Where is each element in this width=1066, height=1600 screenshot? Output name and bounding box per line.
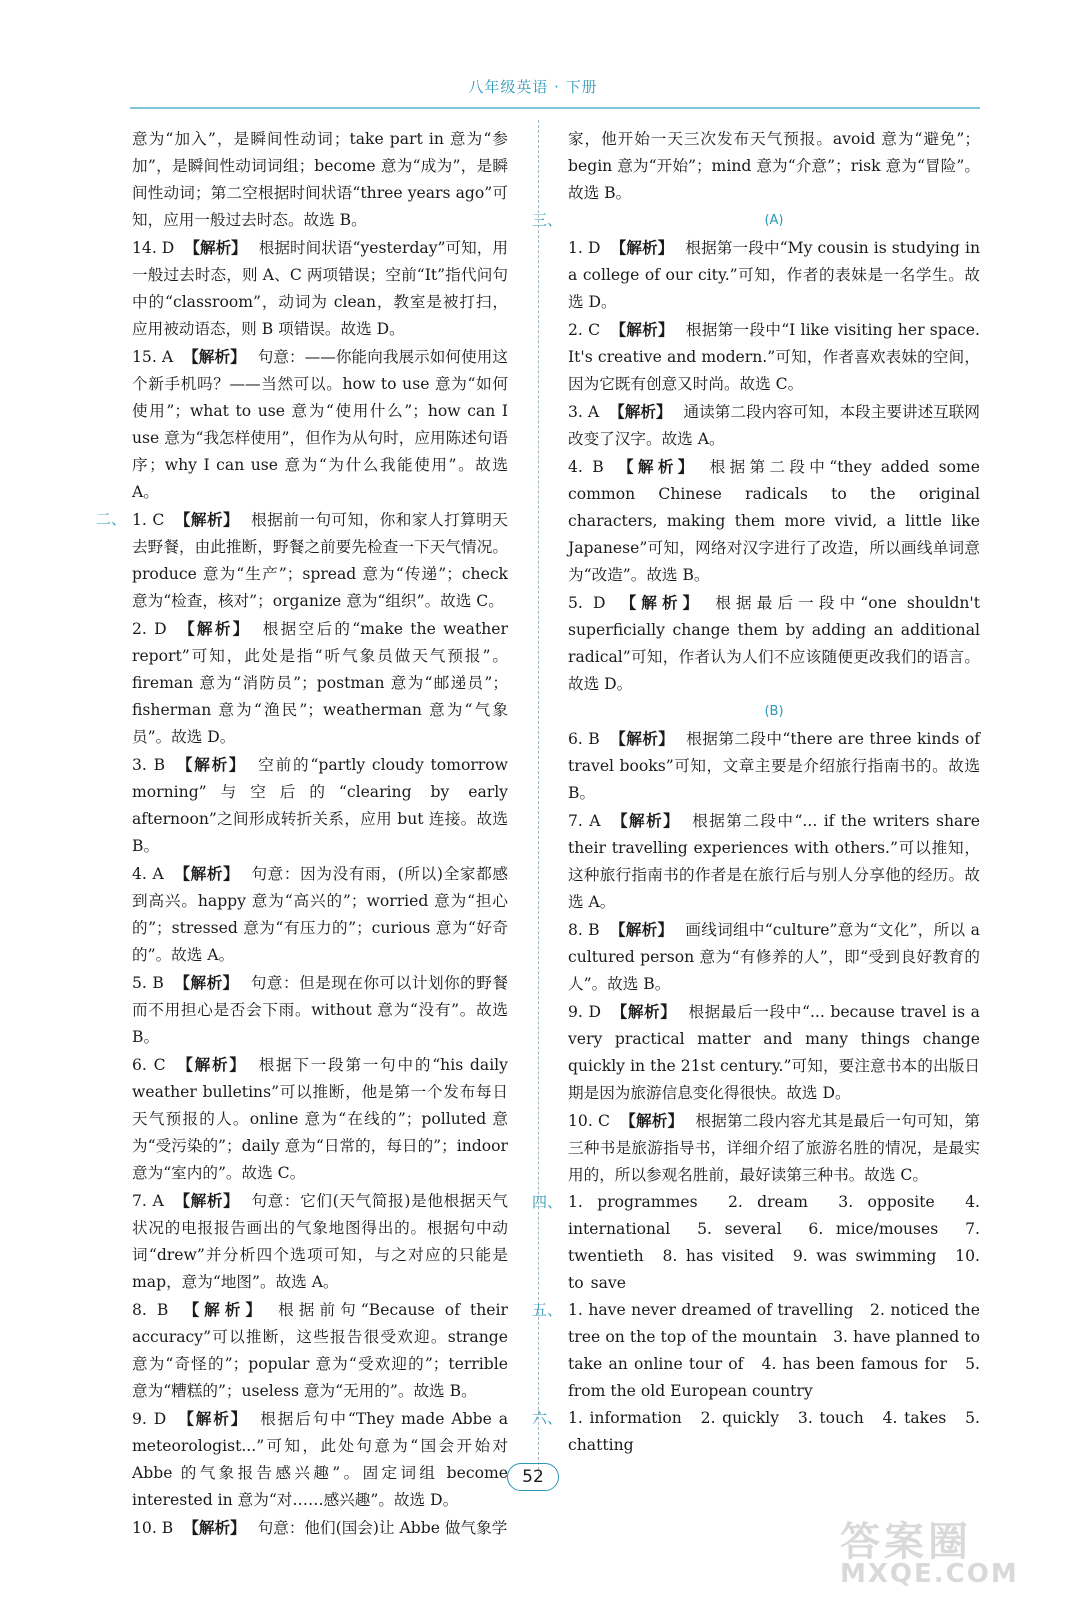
answer-item (132, 1051, 508, 1187)
answer-number: 1. (568, 239, 583, 257)
answer-number: 6. (568, 730, 583, 748)
analysis-text: 根据第二段中“... if the writers share their travelling experiences with others.”可以推知，这种旅行指南书的作者是在旅行后与别人分享他的经历。故选 A。 (568, 812, 980, 911)
answer-choice: A (161, 348, 174, 366)
answer-choice: B (156, 1301, 169, 1319)
answer-number: 6. (132, 1056, 147, 1074)
analysis-text: 根据前一句可知，你和家人打算明天去野餐，由此推断，野餐之前要先检查一下天气情况。produce 意为“生产”；spread 意为“传递”；check 意为“检查，核对”；organize 意为“组织”。故选 C。 (132, 511, 508, 610)
section-5-answers: 1. have never dreamed of travelling 2. noticed the tree on the top of the mountain 3. have planned to take an online tour of 4. has been famous for 5. from the old European country (568, 1301, 980, 1400)
answer-item (568, 316, 980, 398)
analysis-tag: 【解析】 (174, 510, 240, 529)
answer-number: 15. (132, 348, 157, 366)
analysis-text: 根据最后一段中“one shouldn't superficially change them by adding an additional radical”可知，作者认为人们不应该随便更改我们的语言。故选 D。 (568, 594, 980, 693)
answer-number: 4. (132, 865, 147, 883)
analysis-tag: 【解析】 (610, 238, 674, 257)
answer-choice: B (161, 1519, 174, 1537)
analysis-tag: 【解析】 (176, 1409, 249, 1428)
watermark-url: MXQE.COM (840, 1559, 1019, 1589)
section-3a-list (568, 234, 980, 698)
analysis-tag: 【解析】 (610, 1002, 677, 1021)
analysis-text: 画线词组中“culture”意为“文化”，所以 a cultured person 意为“有修养的人”，即“受到良好教育的人”。故选 B。 (568, 921, 980, 993)
analysis-text: 句意：它们(天气简报)是他根据天气状况的电报报告画出的气象地图得出的。根据句中动词“drew”并分析四个选项可知，与之对应的只能是 map，意为“地图”。故选 A。 (132, 1192, 508, 1291)
answer-choice: A (589, 812, 601, 830)
header-rule (130, 107, 980, 109)
passage-a-label: (A) (764, 213, 784, 228)
answer-item (568, 998, 980, 1107)
left-column (96, 126, 508, 1542)
answer-item (132, 751, 508, 860)
answer-choice: C (153, 1056, 166, 1074)
answer-choice: B (153, 756, 166, 774)
answer-choice: D (587, 239, 601, 257)
analysis-tag: 【解析】 (183, 347, 246, 366)
answer-number: 4. (568, 458, 583, 476)
answer-number: 10. (132, 1519, 157, 1537)
page-number (0, 1463, 1066, 1491)
analysis-text: 句意：但是现在你可以计划你的野餐而不用担心是否会下雨。without 意为“没有”。故选 B。 (132, 974, 508, 1046)
answer-choice: D (154, 620, 167, 638)
answer-choice: B (588, 730, 600, 748)
analysis-tag: 【解析】 (610, 320, 674, 339)
answer-number: 8. (132, 1301, 147, 1319)
answer-item (132, 1514, 508, 1542)
analysis-tag: 【解析】 (609, 729, 675, 748)
answer-choice: C (598, 1112, 610, 1130)
answer-number: 14. (132, 239, 157, 257)
answer-item (568, 725, 980, 807)
page-number-text: 52 (507, 1463, 559, 1491)
answer-number: 1. (132, 511, 147, 529)
section-4-label: 四、 (532, 1193, 563, 1211)
answer-item (568, 807, 980, 916)
analysis-tag: 【解析】 (609, 402, 672, 421)
section-label: 二、 (96, 510, 127, 528)
analysis-text: 根据时间状语“yesterday”可知，用一般过去时态，则 A、C 两项错误；空前“It”指代问句中的“classroom”，动词为 clean，教室是被打扫，应用被动语态，则 B 项错误。故选 D。 (132, 239, 508, 338)
section-2-list (96, 506, 508, 1542)
analysis-text: 通读第二段内容可知，本段主要讲述互联网改变了汉字。故选 A。 (568, 403, 980, 448)
section-3-label: 三、 (532, 211, 563, 229)
section-5-label: 五、 (532, 1301, 563, 1319)
answer-item (132, 1187, 508, 1296)
watermark-text: 答案圈 (840, 1519, 972, 1565)
answer-number: 3. (568, 403, 583, 421)
analysis-tag: 【解析】 (613, 457, 698, 476)
analysis-tag: 【解析】 (176, 619, 251, 638)
right-column (532, 126, 980, 1459)
answer-number: 8. (568, 921, 583, 939)
analysis-tag: 【解析】 (609, 920, 674, 939)
analysis-tag: 【解析】 (173, 1191, 240, 1210)
analysis-tag: 【解析】 (175, 755, 247, 774)
section-6-answers: 1. information 2. quickly 3. touch 4. takes 5. chatting (568, 1409, 980, 1454)
left-intro-text: 意为“加入”，是瞬间性动词；take part in 意为“参加”，是瞬间性动词词组；become 意为“成为”，是瞬间性动词；第二空根据时间状语“three years ago”可知，应用一般过去时态。故选 B。 (132, 130, 508, 229)
right-continued-text: 家，他开始一天三次发布天气预报。avoid 意为“避免”；begin 意为“开始”；mind 意为“介意”；risk 意为“冒险”。故选 B。 (568, 130, 980, 202)
analysis-text: 根据后句中“They made Abbe a meteorologist...”可知，此处句意为“国会开始对 Abbe 的气象报告感兴趣”。固定词组 become interested in 意为“对……感兴趣”。故选 D。 (132, 1410, 508, 1509)
answer-choice: B (588, 921, 600, 939)
answer-choice: B (152, 974, 164, 992)
answer-item (96, 506, 508, 615)
analysis-text: 根据第一段中“My cousin is studying in a college of our city.”可知，作者的表妹是一名学生。故选 D。 (568, 239, 980, 311)
answer-choice: C (152, 511, 165, 529)
analysis-text: 根据空后的“make the weather report”可知，此处是指“听气象员做天气预报”。fireman 意为“消防员”；postman 意为“邮递员”；fisherman 意为“渔民”；weatherman 意为“气象员”。故选 D。 (132, 620, 508, 746)
answer-number: 9. (132, 1410, 147, 1428)
answer-choice: A (152, 1192, 164, 1210)
answer-number: 5. (132, 974, 147, 992)
answer-number: 2. (132, 620, 147, 638)
answer-item (132, 1405, 508, 1514)
answer-item (568, 398, 980, 453)
analysis-tag: 【解析】 (183, 1518, 246, 1537)
analysis-text: 根据第二段内容尤其是最后一句可知，第三种书是旅游指导书，详细介绍了旅游名胜的情况，是最实用的，所以参观名胜前，最好读第三种书。故选 C。 (568, 1112, 980, 1184)
page-header-title: 八年级英语 · 下册 (468, 78, 598, 96)
answer-number: 5. (568, 594, 583, 612)
column-divider (538, 120, 539, 1475)
analysis-text: 根据第二段中“they added some common Chinese radicals to the original characters, making them more vivid, a little like Japanese”可知，网络对汉字进行了改造，所以画线单词意为“改造”。故选 B。 (568, 458, 980, 584)
analysis-tag: 【解析】 (610, 811, 681, 830)
passage-b-label: (B) (764, 704, 784, 719)
section-4-answers: 1. programmes 2. dream 3. opposite 4. international 5. several 6. mice/mouses 7. twentieth 8. has visited 9. was swimming 10. to save (568, 1193, 980, 1292)
analysis-text: 句意：因为没有雨，(所以)全家都感到高兴。happy 意为“高兴的”；worried 意为“担心的”；stressed 意为“有压力的”；curious 意为“好奇的”。故选 A。 (132, 865, 508, 964)
analysis-tag: 【解析】 (184, 238, 247, 257)
answer-number: 10. (568, 1112, 593, 1130)
analysis-text: 根据第一段中“I like visiting her space. It's creative and modern.”可知，作者喜欢表妹的空间，因为它既有创意又时尚。故选 C。 (568, 321, 980, 393)
analysis-text: 根据前句“Because of their accuracy”可以推断，这些报告很受欢迎。strange 意为“奇怪的”；popular 意为“受欢迎的”；terrible 意为“糟糕的”；useless 意为“无用的”。故选 B。 (132, 1301, 508, 1400)
analysis-text: 句意：他们(国会)让 Abbe 做气象学 (257, 1519, 508, 1537)
analysis-text: 句意：——你能向我展示如何使用这个新手机吗？——当然可以。how to use 意为“如何使用”；what to use 意为“使用什么”；how can I use 意为“我怎样使用”，但作为从句时，应用陈述句语序；why I can use 意为“为什么我能使用”。故选 A。 (132, 348, 508, 501)
answer-choice: D (588, 1003, 601, 1021)
answer-item (568, 453, 980, 589)
section-3b-list (568, 725, 980, 1189)
answer-item (568, 234, 980, 316)
analysis-tag: 【解析】 (178, 1300, 267, 1319)
answer-item (568, 589, 980, 698)
answer-choice: A (587, 403, 600, 421)
answer-number: 9. (568, 1003, 583, 1021)
answer-number: 2. (568, 321, 583, 339)
analysis-text: 空前的“partly cloudy tomorrow morning”与空后的“clearing by early afternoon”之间形成转折关系，应用 but 连接。故选 B。 (132, 756, 508, 855)
watermark-logo (840, 1510, 1050, 1590)
analysis-tag: 【解析】 (173, 973, 239, 992)
analysis-text: 根据下一段第一句中的“his daily weather bulletins”可以推断，他是第一个发布每日天气预报的人。online 意为“在线的”；polluted 意为“受污染的”；daily 意为“日常的，每日的”；indoor 意为“室内的”。故选 C。 (132, 1056, 508, 1182)
analysis-text: 根据最后一段中“... because travel is a very practical matter and many things change quickly in the 21st century.”可知，要注意书本的出版日期是因为旅游信息变化得很快。故选 D。 (568, 1003, 980, 1102)
analysis-tag: 【解析】 (175, 1055, 247, 1074)
answer-number: 7. (568, 812, 583, 830)
answer-15 (132, 343, 508, 506)
answer-choice: B (592, 458, 604, 476)
answer-choice: D (592, 594, 606, 612)
answer-item (132, 1296, 508, 1405)
answer-item (568, 916, 980, 998)
answer-item (132, 860, 508, 969)
answer-14 (132, 234, 508, 343)
answer-choice: D (153, 1410, 167, 1428)
analysis-tag: 【解析】 (173, 864, 240, 883)
answer-item (568, 1107, 980, 1189)
analysis-text: 根据第二段中“there are three kinds of travel books”可知，文章主要是介绍旅行指南书的。故选 B。 (568, 730, 980, 802)
answer-choice: D (161, 239, 175, 257)
answer-number: 3. (132, 756, 147, 774)
analysis-tag: 【解析】 (619, 1111, 684, 1130)
answer-choice: A (152, 865, 164, 883)
answer-item (132, 615, 508, 751)
section-6-label: 六、 (532, 1409, 563, 1427)
analysis-tag: 【解析】 (615, 593, 704, 612)
answer-item (132, 969, 508, 1051)
answer-choice: C (588, 321, 601, 339)
answer-number: 7. (132, 1192, 147, 1210)
